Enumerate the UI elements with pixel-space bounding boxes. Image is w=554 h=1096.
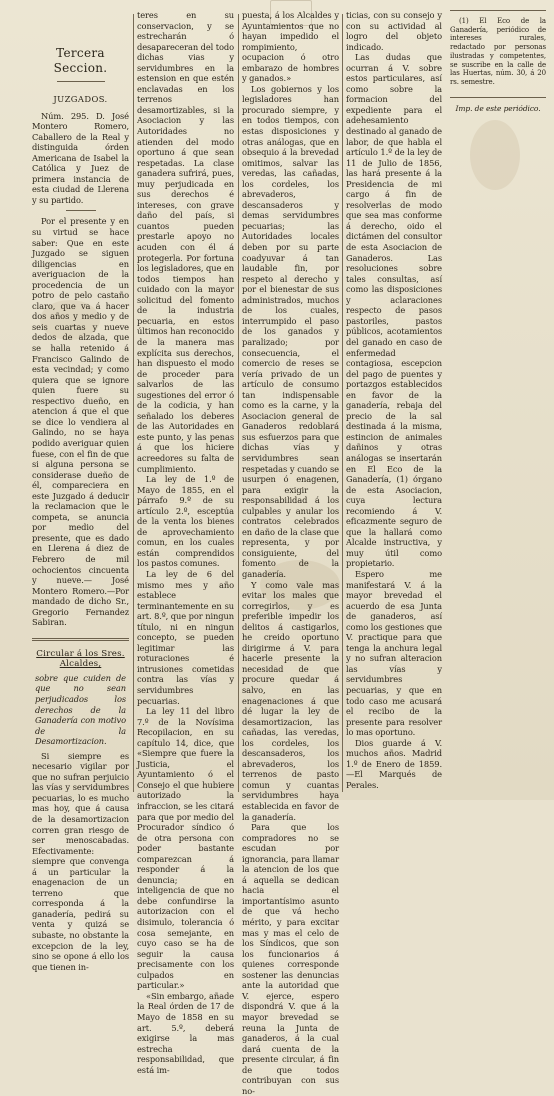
circular-subtitle: sobre que cuiden de que no sean perjudicados los derechos de la Ganadería con motivo de la Desamortizacion. <box>35 672 126 747</box>
notice-header-paragraph: Núm. 295. D. José Montero Romero, Caballero de la Real y distinguida órden Americana de Isabel la Católica y Juez de primera instancia de esta ciudad de Llerena y su partido. <box>32 110 129 205</box>
law-paragraph: La ley de 6 del mismo mes y año establece terminantemente en su art. 8.º, que por ningun título, ni en ningun concepto, se pueden legitimar las roturaciones é intrusiones cometidas contra las vías y servidumbres pecuarias. <box>137 568 234 706</box>
continued-paragraph: ticias, con su consejo y con su actividad al logro del objeto indicado. <box>346 10 442 52</box>
imprint-line: Imp. de este periódico. <box>455 103 541 113</box>
column-rule <box>342 14 343 792</box>
column-3 <box>242 10 339 1096</box>
short-rule <box>66 210 96 211</box>
law-paragraph: La ley 11 del libro 7.º de la Novísima Recopilacion, en su capítulo 14, dice, que «Siempre que fuere la Justicia, el Ayuntamiento ó el Consejo el que hubiere autorizado la infraccion, se les citará para que por medio del Procurador síndico ó de otra persona con poder bastante comparezcan á responder á la denuncia; en inteligencia de que no debe confundirse la autorizacion con el disimulo, tolerancia ó cosa semejante, en cuyo caso se ha de seguir la causa precisamente con los culpados en particular.» <box>137 706 234 991</box>
body-paragraph: Los gobiernos y los legisladores han procurado siempre, y en todos tiempos, con estas disposiciones y otras análogas, que en obsequio á la brevedad omitimos, salvar las veredas, las cañadas, los cordeles, los abrevaderos, descansaderos y demas servidumbres pecuarias; las Autoridades locales deben por su parte coadyuvar á tan laudable fin, por respeto al derecho y por el bienestar de sus administrados, muchos de los cuales, interrumpido el paso de los ganados y paralizado; por consecuencia, el comercio de reses se vería privado de un artículo de consumo tan indispensable como es la carne, y la Asociacion general de Ganaderos redoblará sus esfuerzos para que dichas vías y servidumbres sean respetadas y cuando se usurpen ó enagenen, para exigir la responsabilidad á los culpables y anular los contratos celebrados en daño de la clase que representa, y por consiguiente, del fomento de la ganadería. <box>242 83 339 579</box>
court-heading: JUZGADOS. <box>53 94 108 104</box>
circular-title: Circular á los Sres. Alcaldes, <box>36 648 125 670</box>
continued-paragraph: puesta, á los Alcaldes y Ayuntamientos que no hayan impedido el rompimiento, ocupacion ó otro embarazo de hombres y ganados.» <box>242 10 339 84</box>
body-paragraph: Para que los compradores no se escudan por ignorancia, para llamar la atencion de los que á aquella se dedican hacia el importantísimo asunto de que vá hecho mérito, y para excitar mas y mas el celo de los Síndicos, que son los funcionarios á quienes corresponde sostener las denuncias ante la autoridad que V. ejerce, espero dispondrá V. que á la mayor brevedad se reuna la Junta de ganaderos, á la cual dará cuenta de la presente circular, á fin de que todos contribuyan con sus no- <box>242 822 339 1096</box>
signature-paragraph: Dios guarde á V. muchos años. Madrid 1.º de Enero de 1859.—El Marqués de Perales. <box>346 737 442 790</box>
bottom-rule <box>450 97 546 98</box>
double-rule <box>32 638 129 641</box>
column-1 <box>32 10 129 972</box>
column-rule <box>133 14 134 792</box>
footnote: (1) El Eco de la Ganadería, periódico de intereses rurales, redactado por personas ilustradas y competentes, se suscribe en la calle de las Huertas, núm. 30, á 20 rs. semestre. <box>450 17 546 86</box>
section-rule <box>57 81 105 82</box>
body-paragraph: Las dudas que ocurran á V. sobre estos particulares, así como sobre la formacion del expediente para el adehesamiento destinado al ganado de labor, de que habla el artículo 1.º de la ley de 11 de Julio de 1856, las hará presente á la Presidencia de mi cargo á fin de resolverlas de modo que sea mas conforme á derecho, oido el dictámen del consultor de esta Asociacion de Ganaderos. Las resoluciones sobre tales consultas, así como las disposiciones y aclaraciones respecto de pasos pastoriles, pastos públicos, acotamientos del ganado en caso de enfermedad contagiosa, escepcion del pago de puentes y portazgos establecidos en favor de la ganadería, rebaja del precio de la sal destinada á la misma, estincion de animales dañinos y otras análogas se insertarán en El Eco de la Ganadería, (1) órgano de esta Asociacion, cuya lectura recomiendo á V. eficazmente seguro de que la hallará como Alcalde instructiva, y muy útil como propietario. <box>346 52 442 569</box>
section-title: Tercera Seccion. <box>53 46 108 75</box>
body-paragraph: Espero me manifestará V. á la mayor brevedad el acuerdo de esa Junta de ganaderos, así como los gestiones que V. practique para que tenga la anchura legal y no sufran alteracion las vías y servidumbres pecuarias, y que en todo caso me acusará el recibo de la presente para resolver lo mas oportuno. <box>346 568 442 738</box>
continued-paragraph: teres en su conservacion, y se estrecharán ó desapareceran del todo dichas vias y servidumbres en la estension en que estén enclavadas en los terrenos desamortizables, si la Asociacion y las Autoridades no atienden del modo oportuno á que sean respetadas. La clase ganadera sufrirá, pues, muy perjudicada en sus derechos é intereses, con grave daño del país, si cuantos pueden prestarle apoyo no acuden con él á protegerla. Por fortuna los legisladores, que en todos tiempos han cuidado con la mayor solicitud del fomento de la industria pecuaria, en estos últimos han reconocido de la manera mas explícita sus derechos, han dispuesto el modo de proceder para salvarlos de las sugestiones del error ó de la codicia, y han señalado los deberes de las Autoridades en este punto, y las penas á que los hiciere acreedores su falta de cumplimiento. <box>137 10 234 474</box>
law-paragraph: «Sin embargo, añade la Real órden de 17 de Mayo de 1858 en su art. 5.º, deberá exigirse la mas estrecha responsabilidad, que está im- <box>137 990 234 1075</box>
footnote-rule <box>450 10 546 11</box>
notice-body-paragraph: Por el presente y en su virtud se hace saber: Que en este Juzgado se siguen diligencias en averiguacion de la procedencia de un potro de pelo castaño claro, que va á hacer dos años y medio y de seis cuartas y nueve dedos de alzada, que se halla retenido á Francisco Galindo de esta vecindad; y como quiera que se ignore quien fuere su respectivo dueño, en atencion á que el que se dice lo vendiera al Galindo, no se haya podido averiguar quien fuese, con el fin de que si alguna persona se considerase dueño de él, compareciera en este Juzgado á deducir la reclamacion que le competa, se anuncia por medio del presente, que es dado en Llerena á diez de Febrero de mil ochocientos cincuenta y nueve.— José Montero Romero.—Por mandado de dicho Sr., Gregorio Fernandez Sabiran. <box>32 216 129 628</box>
column-2 <box>137 10 234 1075</box>
body-paragraph: Y como vale mas evitar los males que corregirlos, y es preferible impedir los delitos á castigarlos, he creido oportuno dirigirme á V. para hacerle presente la necesidad de que procure quedar á salvo, en las enagenaciones á que dé lugar la ley de desamortizacion, las cañadas, las veredas, los cordeles, los descansaderos, los abrevaderos, los terrenos de pasto comun y cuantas servidumbres haya establecida en favor de la ganadería. <box>242 579 339 822</box>
column-rule <box>238 14 239 792</box>
circular-paragraph: Si siempre es necesario vigilar por que no sufran perjuicio las vías y servidumbres pecuarias, lo es mucho mas hoy, que á causa de la desamortizacion corren gran riesgo de ser menoscabadas. Efectivamente: siempre que convenga á un particular la enagenacion de un terreno que corresponda á la ganadería, pedirá su venta y quizá se subaste, no obstante la excepcion de la ley, sino se opone á ello los que tienen in- <box>32 750 129 972</box>
law-paragraph: La ley de 1.º de Mayo de 1855, en el párrafo 9.º de su artículo 2.º, esceptúa de la venta los bienes de aprovechamiento comun, en los cuales están comprendidos los pastos comunes. <box>137 474 234 569</box>
column-4 <box>346 10 546 794</box>
